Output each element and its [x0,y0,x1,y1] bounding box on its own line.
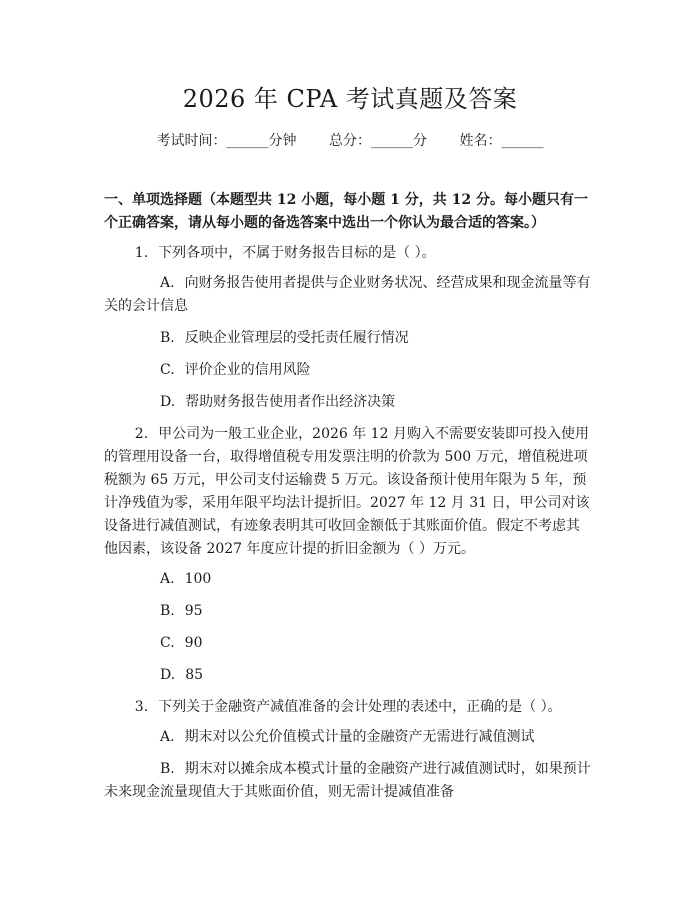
exam-info-line [0,131,700,151]
option-d: D. 85 [160,667,204,683]
option-b: B. 95 [160,603,203,619]
question-3 [104,696,591,804]
name-field: 姓名：______ [459,133,544,149]
question-stem [104,696,591,719]
question-text: 下列各项中，不属于财务报告目标的是（ ）。 [158,245,436,261]
section-header: 一、单项选择题（本题型共 12 小题，每小题 1 分，共 12 分。每小题只有一个正确答案，请从每小题的备选答案中选出一个你认为最合适的答案。） [104,192,588,231]
page-title: 2026 年 CPA 考试真题及答案 [182,85,518,113]
question-text: 甲公司为一般工业企业，2026 年 12 月购入不需要安装即可投入使用的管理用设备一台，取得增值税专用发票注明的价款为 500 万元，增值税进项税额为 65 万元，甲公司支付运输费 5 万元。该设备预计使用年限为 5 年，预计净残值为零，采用年限平均法计提折旧。2027 年 12 月 31 日，甲公司对该设备进行减值测试，有迹象表明其可收回金额低于其账面价值。假定不考虑其他因素，该设备 2027 年度应计提的折旧金额为（ ）万元。 [104,426,590,557]
question-number: 3. [134,699,149,715]
option-c: C. 90 [160,635,203,651]
option-d: D. 帮助财务报告使用者作出经济决策 [160,394,396,410]
exam-content [104,189,591,813]
question-1 [104,242,591,414]
option-a: A. 向财务报告使用者提供与企业财务状况、经营成果和现金流量等有关的会计信息 [104,275,591,314]
option-a: A. 期末对以公允价值模式计量的金融资产无需进行减值测试 [160,729,535,745]
question-text: 下列关于金融资产减值准备的会计处理的表述中，正确的是（ ）。 [158,699,562,715]
option-b: B. 期末对以摊余成本模式计量的金融资产进行减值测试时，如果预计未来现金流量现值大于其账面价值，则无需计提减值准备 [104,761,591,800]
option-a: A. 100 [160,571,212,587]
total-score-field: 总分：______分 [329,133,427,149]
option-b: B. 反映企业管理层的受托责任履行情况 [160,330,409,346]
question-stem [104,242,591,265]
question-number: 1. [134,245,149,261]
option-c: C. 评价企业的信用风险 [160,362,311,378]
question-2 [104,423,591,687]
question-number: 2. [134,426,149,442]
question-stem [104,423,591,561]
exam-time-field: 考试时间：______分钟 [156,133,297,149]
